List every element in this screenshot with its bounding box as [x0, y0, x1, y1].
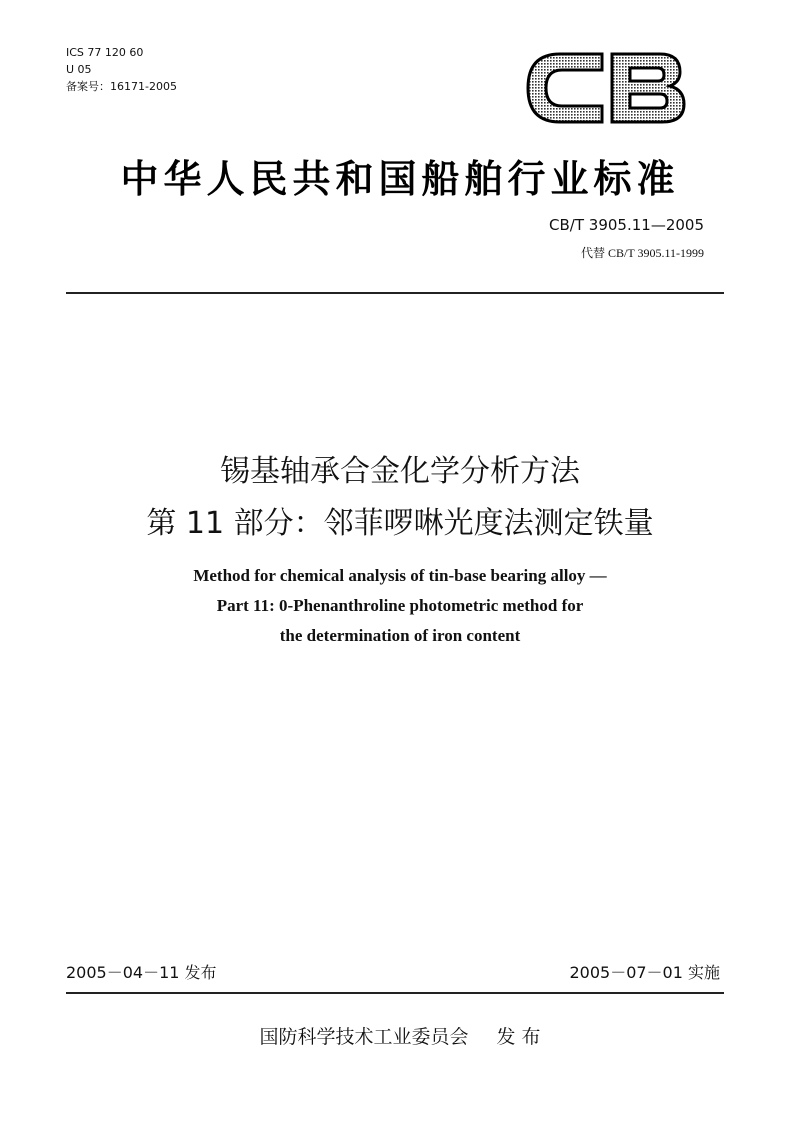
ics-code: ICS 77 120 60 [66, 46, 144, 59]
standard-code: CB/T 3905.11—2005 [549, 216, 704, 234]
replaces-code: 代替 CB/T 3905.11-1999 [580, 246, 704, 260]
cb-logo [520, 48, 690, 128]
classification-code: U 05 [66, 63, 92, 76]
title-cn-line2: 第 11 部分：邻菲啰啉光度法测定铁量 [146, 506, 654, 541]
title-cn-line1: 锡基轴承合金化学分析方法 [220, 454, 580, 489]
top-divider [66, 292, 724, 294]
publisher-action: 发 布 [496, 1026, 541, 1048]
publisher-line [0, 1022, 800, 1049]
title-en-line3: the determination of iron content [279, 626, 521, 645]
title-en-line1: Method for chemical analysis of tin-base bearing alloy — [193, 566, 607, 585]
bottom-divider [66, 992, 724, 994]
record-number: 备案号：16171-2005 [66, 80, 177, 93]
implementation-date: 2005－07－01 实施 [569, 963, 720, 982]
issue-date: 2005－04－11 发布 [66, 963, 217, 982]
title-en-line2: Part 11: 0-Phenanthroline photometric method for [216, 596, 584, 615]
document-metadata [66, 44, 177, 95]
publisher-name: 国防科学技术工业委员会 [259, 1026, 469, 1048]
standard-category-title: 中华人民共和国船舶行业标准 [120, 157, 680, 201]
